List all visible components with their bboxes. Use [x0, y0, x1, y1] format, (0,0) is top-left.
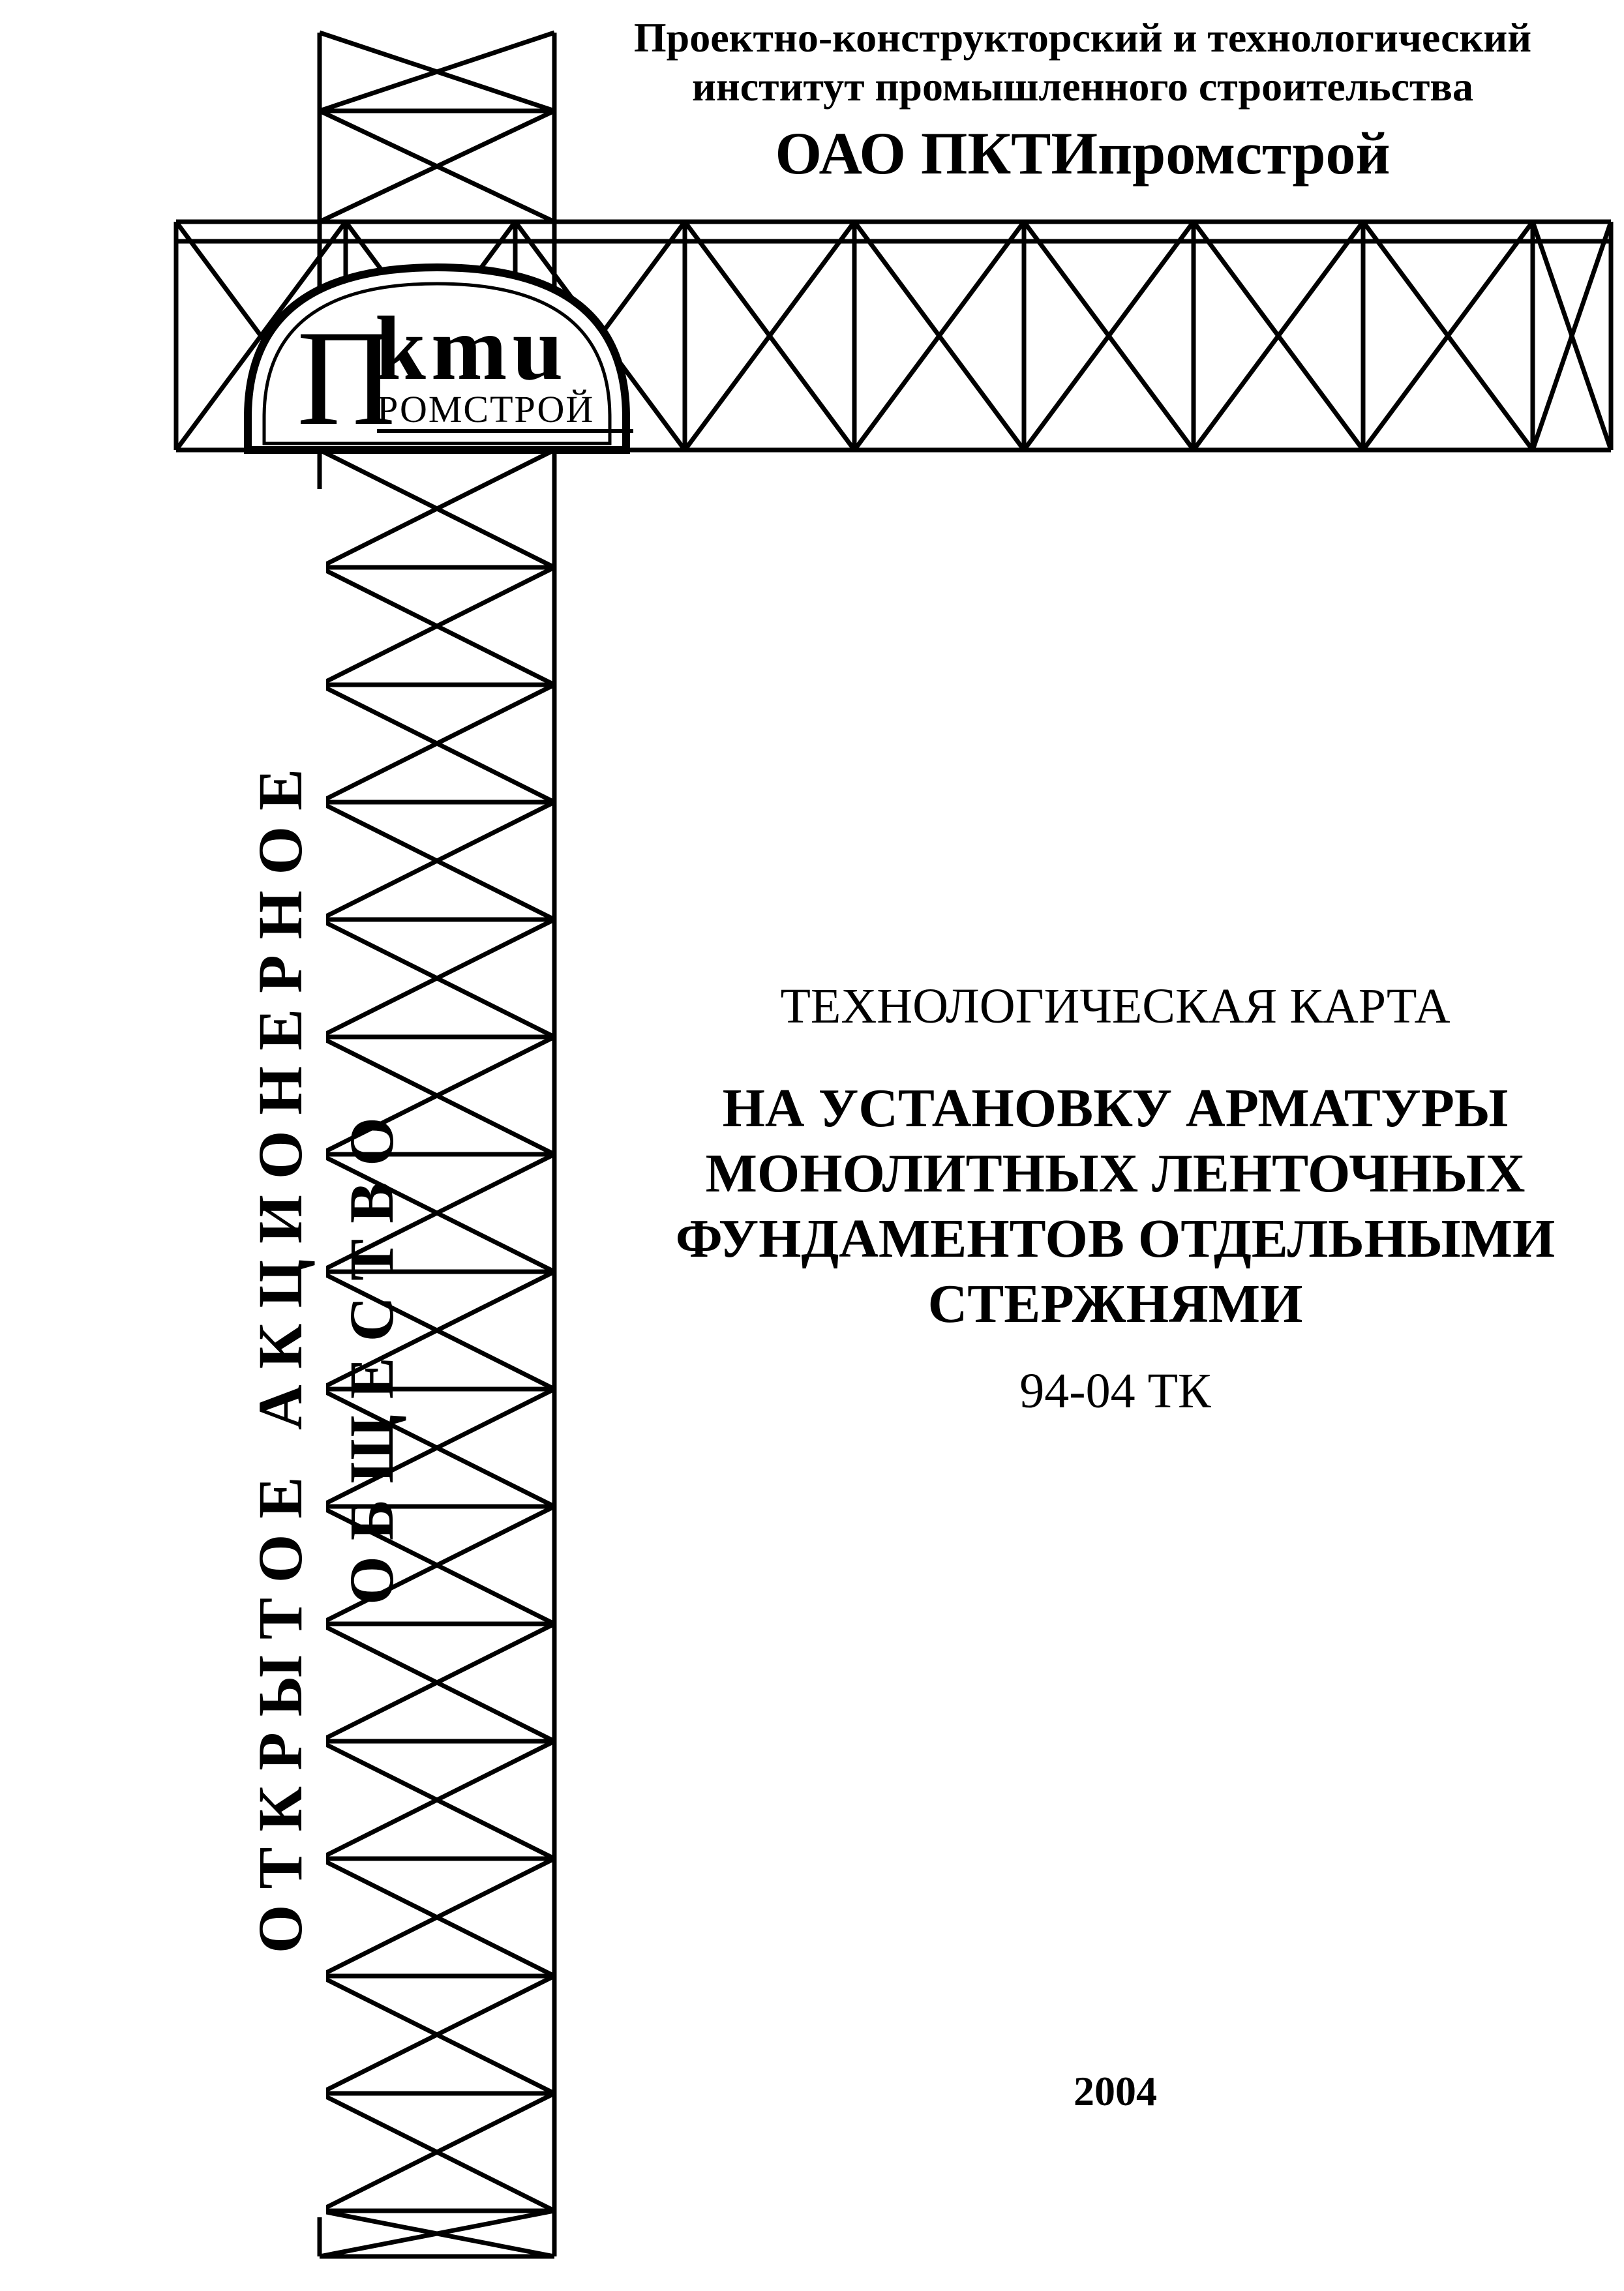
title-line: НА УСТАНОВКУ АРМАТУРЫ	[722, 1078, 1509, 1139]
title-line: СТЕРЖНЯМИ	[927, 1274, 1303, 1334]
document-code: 94-04 ТК	[1019, 1364, 1211, 1418]
logo-subtitle: РОМСТРОЙ	[377, 390, 633, 433]
document-type: ТЕХНОЛОГИЧЕСКАЯ КАРТА	[780, 979, 1451, 1034]
document-year: 2004	[1074, 2068, 1157, 2114]
vertical-org-type: ОТКРЫТОЕ АКЦИОНЕРНОЕ ОБЩЕСТВО	[235, 489, 326, 2217]
document-title	[626, 1076, 1604, 1337]
header-line-1: Проектно-конструкторский и технологический	[633, 14, 1532, 61]
header-org: ОАО ПКТИпромстрой	[775, 120, 1391, 187]
logo-letter-p: П	[297, 303, 396, 454]
header-line-2: институт промышленного строительства	[692, 63, 1473, 110]
title-line: МОНОЛИТНЫХ ЛЕНТОЧНЫХ	[705, 1143, 1526, 1204]
logo-abbr: kmu	[375, 298, 569, 399]
title-line: ФУНДАМЕНТОВ ОТДЕЛЬНЫМИ	[675, 1208, 1556, 1269]
